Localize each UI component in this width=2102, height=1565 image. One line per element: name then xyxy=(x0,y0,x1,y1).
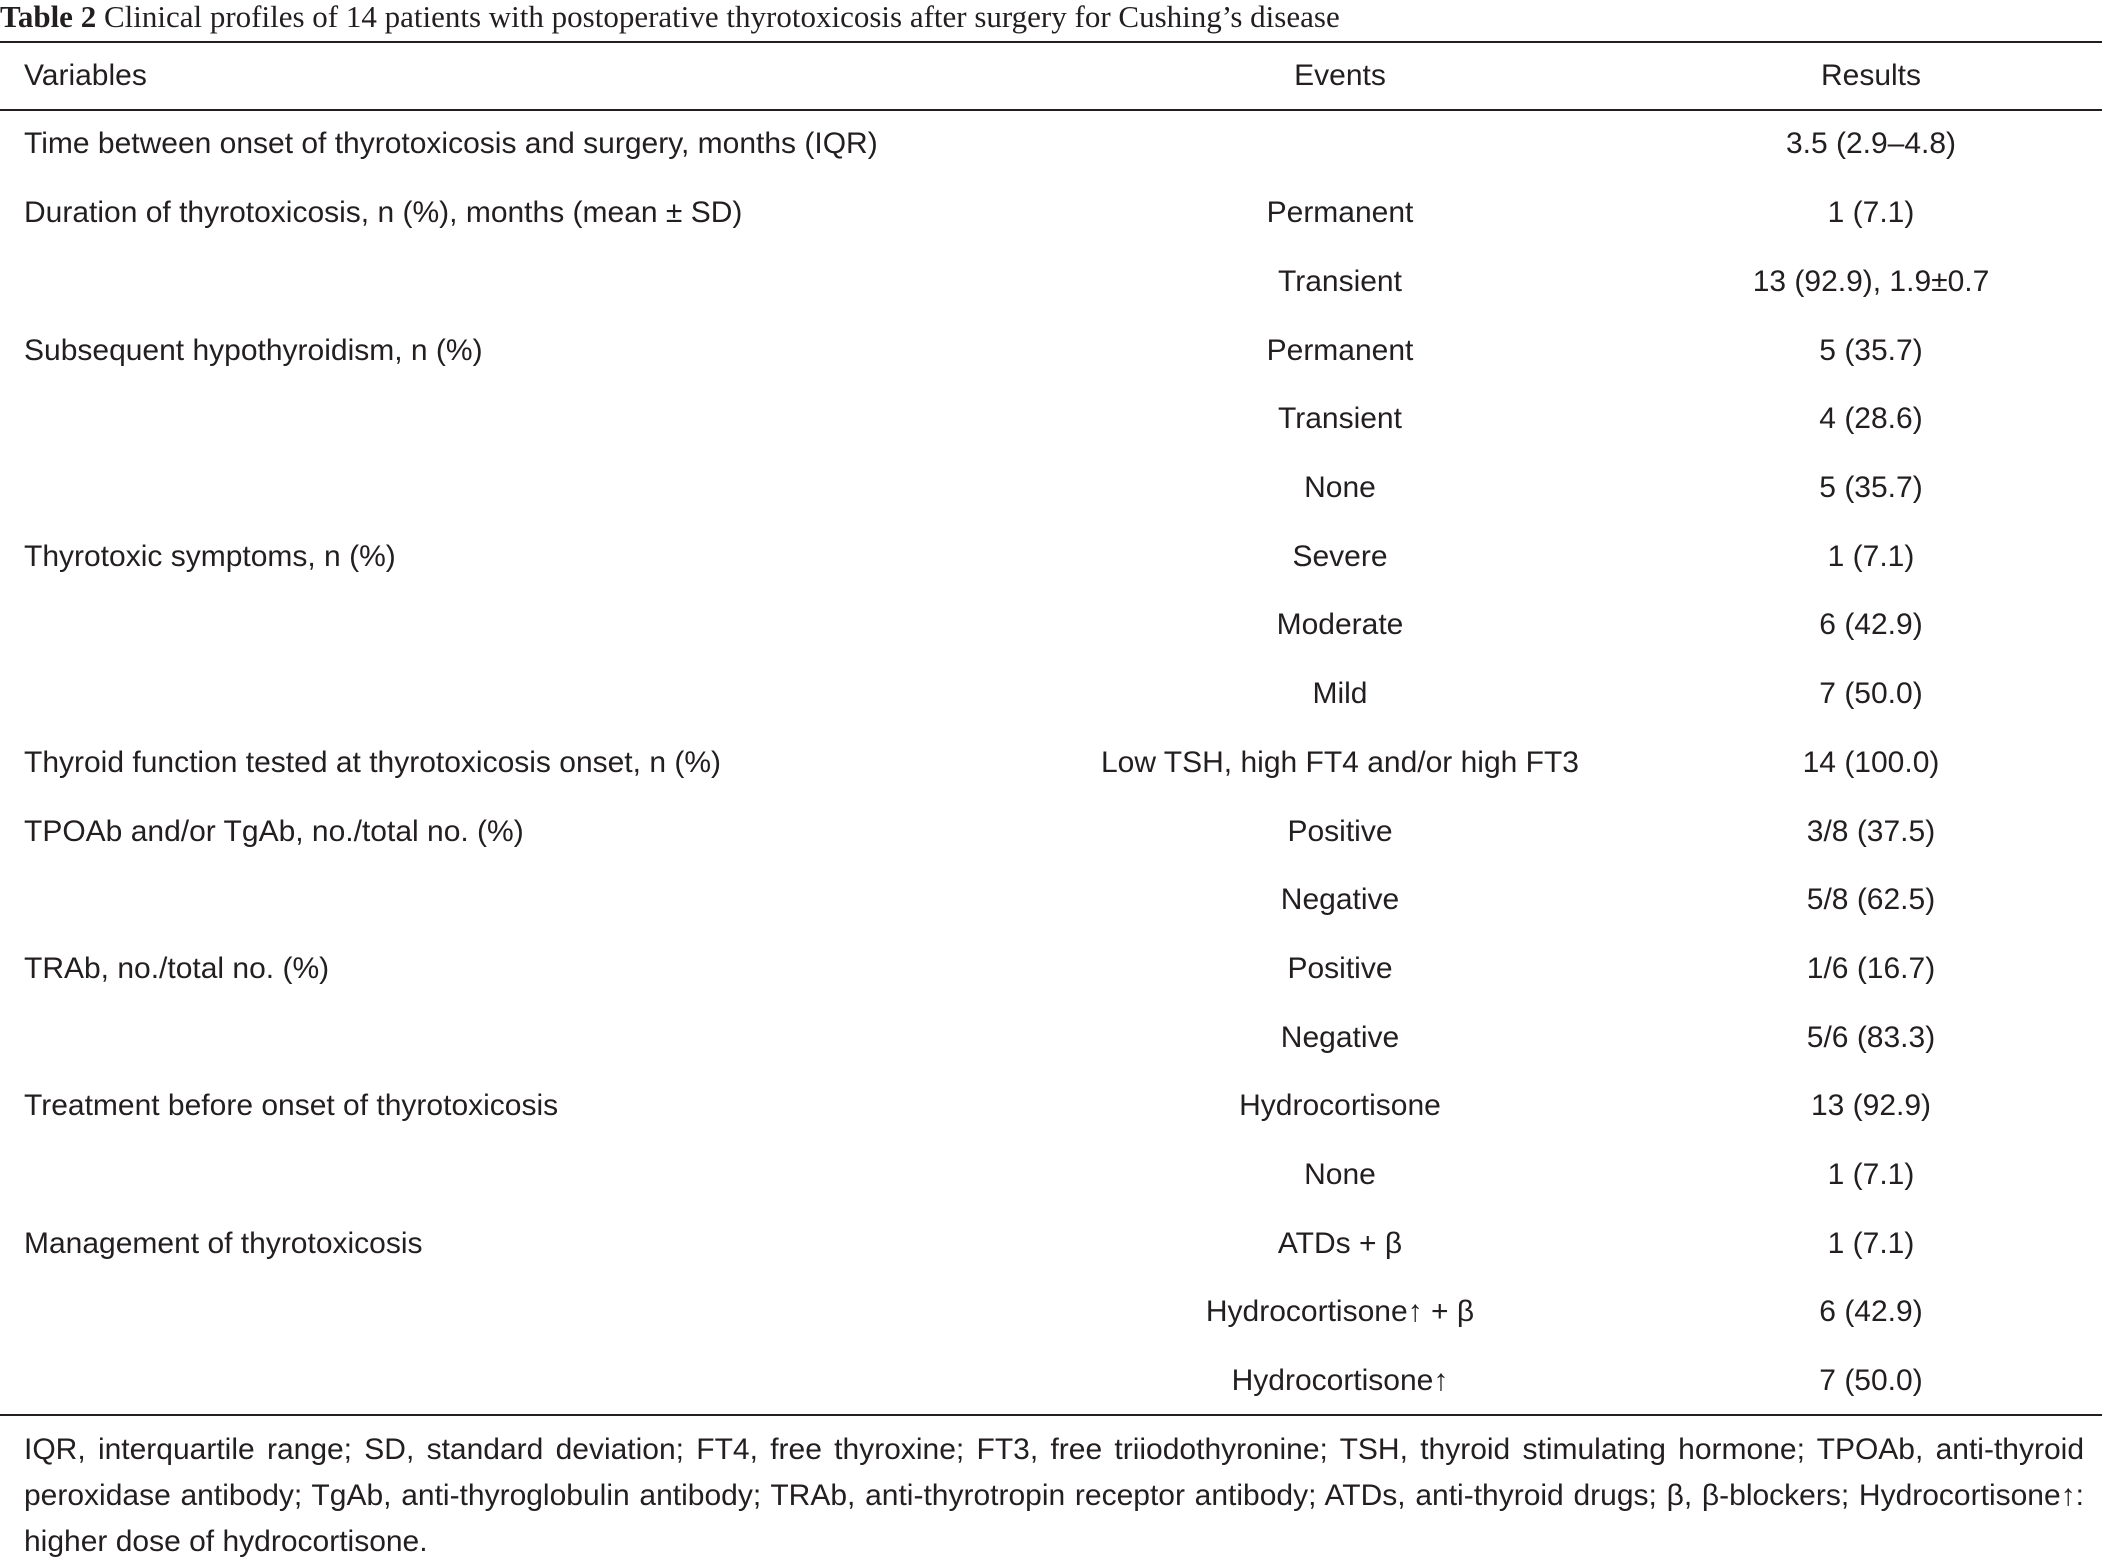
variable-cell xyxy=(0,591,1040,660)
table-row xyxy=(0,454,2102,523)
event-cell: None xyxy=(1304,1157,1376,1191)
table-caption-label: Table 2 xyxy=(0,0,97,34)
variable-cell xyxy=(0,1141,1040,1210)
event-cell: Negative xyxy=(1280,1020,1400,1054)
result-cell: 4 (28.6) xyxy=(1819,402,1923,436)
table-row xyxy=(0,1003,2102,1072)
column-header-variables: Variables xyxy=(24,59,147,92)
event-cell: Hydrocortisone xyxy=(1239,1089,1441,1123)
variable-cell xyxy=(0,1347,1040,1416)
result-cell: 6 (42.9) xyxy=(1819,1295,1923,1329)
table-row xyxy=(0,385,2102,454)
result-cell: 14 (100.0) xyxy=(1802,745,1940,779)
result-cell: 5 (35.7) xyxy=(1819,333,1923,367)
event-cell: None xyxy=(1304,471,1376,505)
result-cell: 3/8 (37.5) xyxy=(1806,814,1936,848)
variable-cell xyxy=(0,1003,1040,1072)
variable-cell: Duration of thyrotoxicosis, n (%), months (mean ± SD) xyxy=(24,196,743,230)
event-cell: Positive xyxy=(1287,814,1393,848)
result-cell: 5/8 (62.5) xyxy=(1806,883,1936,917)
variable-cell: TRAb, no./total no. (%) xyxy=(24,951,330,985)
table-row xyxy=(0,1278,2102,1347)
table-row xyxy=(0,729,2102,798)
variable-cell xyxy=(0,248,1040,317)
variable-cell: Management of thyrotoxicosis xyxy=(24,1226,423,1260)
table-caption xyxy=(0,0,1340,36)
table-body xyxy=(0,109,2102,1415)
variable-cell: TPOAb and/or TgAb, no./total no. (%) xyxy=(24,814,524,848)
table-row xyxy=(0,179,2102,248)
result-cell: 1 (7.1) xyxy=(1827,539,1915,573)
event-cell: Hydrocortisone↑ xyxy=(1231,1364,1449,1398)
column-header-results: Results xyxy=(1820,59,1922,92)
table-row xyxy=(0,248,2102,317)
event-cell xyxy=(1040,109,1640,179)
event-cell: Permanent xyxy=(1266,333,1414,367)
variable-cell: Treatment before onset of thyrotoxicosis xyxy=(24,1089,559,1123)
variable-cell: Time between onset of thyrotoxicosis and surgery, months (IQR) xyxy=(24,127,878,160)
result-cell: 5/6 (83.3) xyxy=(1806,1020,1936,1054)
event-cell: Severe xyxy=(1292,539,1388,573)
clinical-profiles-table xyxy=(0,43,2102,1415)
result-cell: 3.5 (2.9–4.8) xyxy=(1785,127,1957,160)
table-row xyxy=(0,1072,2102,1141)
table-row xyxy=(0,1209,2102,1278)
table-row xyxy=(0,797,2102,866)
table-row xyxy=(0,660,2102,729)
event-cell: Moderate xyxy=(1276,608,1404,642)
variable-cell xyxy=(0,660,1040,729)
event-cell: Mild xyxy=(1312,677,1368,711)
table-footnote: IQR, interquartile range; SD, standard deviation; FT4, free thyroxine; FT3, free triiodothyronine; TSH, thyroid stimulating hormone; TPOAb, anti-thyroid peroxidase antibody; TgAb, anti-thyroglobulin antibody; TRAb, anti-thyrotropin receptor antibody; ATDs, anti-thyroid drugs; β, β-blockers; Hydrocortisone↑: higher dose of hydrocortisone. xyxy=(24,1433,2084,1558)
result-cell: 7 (50.0) xyxy=(1819,1364,1923,1398)
event-cell: Negative xyxy=(1280,883,1400,917)
result-cell: 1 (7.1) xyxy=(1827,1226,1915,1260)
table-caption-text: Clinical profiles of 14 patients with postoperative thyrotoxicosis after surgery for Cushing’s disease xyxy=(103,0,1340,34)
table-header-row xyxy=(0,43,2102,109)
result-cell: 1 (7.1) xyxy=(1827,196,1915,230)
variable-cell xyxy=(0,454,1040,523)
event-cell: Low TSH, high FT4 and/or high FT3 xyxy=(1100,745,1579,779)
event-cell: Positive xyxy=(1287,951,1393,985)
variable-cell xyxy=(0,1278,1040,1347)
variable-cell: Thyroid function tested at thyrotoxicosis onset, n (%) xyxy=(24,745,721,779)
column-header-events: Events xyxy=(1294,59,1386,92)
variable-cell xyxy=(0,866,1040,935)
result-cell: 7 (50.0) xyxy=(1819,677,1923,711)
variable-cell: Thyrotoxic symptoms, n (%) xyxy=(24,539,396,573)
event-cell: ATDs + β xyxy=(1277,1226,1403,1260)
table-row xyxy=(0,1347,2102,1416)
event-cell: Transient xyxy=(1278,265,1402,299)
result-cell: 1 (7.1) xyxy=(1827,1157,1915,1191)
variable-cell: Subsequent hypothyroidism, n (%) xyxy=(24,333,483,367)
event-cell: Permanent xyxy=(1266,196,1414,230)
result-cell: 13 (92.9), 1.9±0.7 xyxy=(1752,265,1990,299)
result-cell: 5 (35.7) xyxy=(1819,471,1923,505)
table-row xyxy=(0,316,2102,385)
table-row xyxy=(0,109,2102,179)
table-row xyxy=(0,1141,2102,1210)
variable-cell xyxy=(0,385,1040,454)
result-cell: 13 (92.9) xyxy=(1810,1089,1932,1123)
table-row xyxy=(0,591,2102,660)
table-row xyxy=(0,522,2102,591)
result-cell: 6 (42.9) xyxy=(1819,608,1923,642)
table-row xyxy=(0,935,2102,1004)
event-cell: Transient xyxy=(1278,402,1402,436)
result-cell: 1/6 (16.7) xyxy=(1806,951,1936,985)
event-cell: Hydrocortisone↑ + β xyxy=(1205,1295,1475,1329)
table-row xyxy=(0,866,2102,935)
